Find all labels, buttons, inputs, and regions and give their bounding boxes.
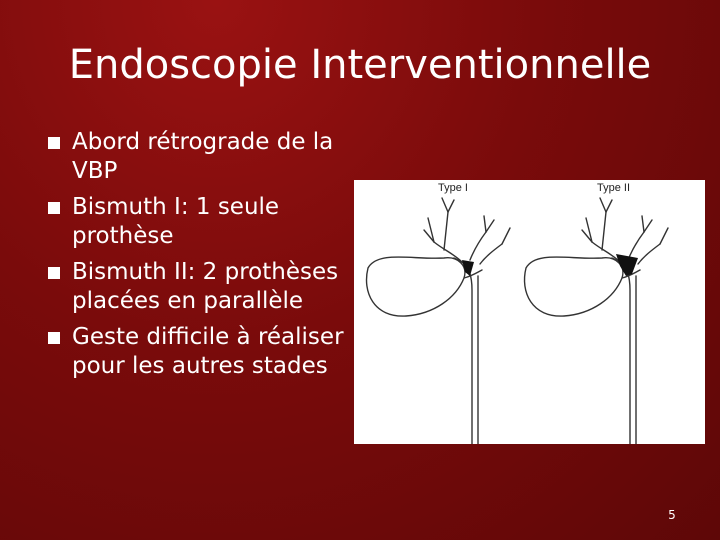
bullet-item (48, 258, 348, 316)
page-number: 5 (668, 508, 676, 522)
bullet-text: Bismuth II: 2 prothèses placées en parallèle (72, 259, 339, 314)
bullet-text: Geste difficile à réaliser pour les autres stades (72, 324, 344, 379)
square-bullet-icon (48, 202, 60, 214)
type-ii-label: Type II (597, 182, 631, 194)
bullet-text: Bismuth I: 1 seule prothèse (72, 194, 280, 249)
square-bullet-icon (48, 137, 60, 149)
type-i-label: Type I (438, 182, 468, 194)
square-bullet-icon (48, 267, 60, 279)
slide-title: Endoscopie Interventionnelle (68, 42, 652, 88)
type-i-illustration (367, 198, 510, 444)
bullet-text: Abord rétrograde de la VBP (72, 129, 334, 184)
bullet-item (48, 193, 348, 251)
square-bullet-icon (48, 332, 60, 344)
biliary-stent-diagram (354, 180, 705, 444)
bullet-item (48, 323, 348, 381)
type-ii-illustration (525, 198, 668, 444)
bullet-list (48, 128, 348, 388)
bullet-item (48, 128, 348, 186)
diagram-svg (354, 180, 705, 444)
